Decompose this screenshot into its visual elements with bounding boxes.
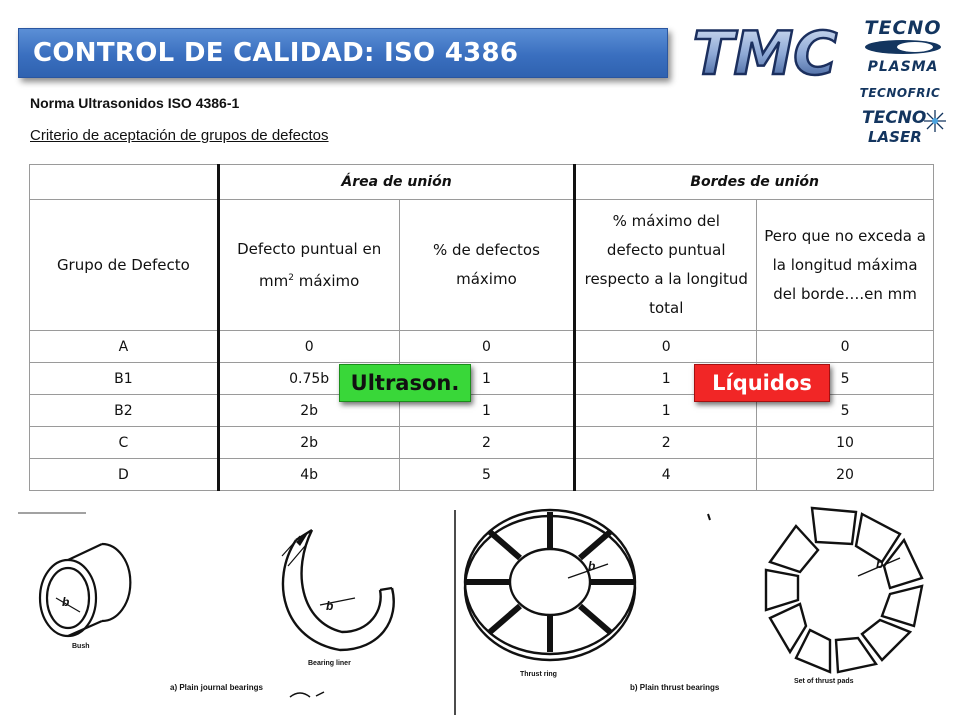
plasma-swoosh-icon <box>860 38 946 56</box>
cell-pct-max: 1 <box>575 395 757 427</box>
cell-pct-def: 0 <box>399 331 575 363</box>
criterion-heading: Criterio de aceptación de grupos de defectos <box>30 127 329 144</box>
ring-dim-b: b <box>588 559 596 573</box>
bearing-liner-drawing <box>282 530 394 650</box>
area-union-header: Área de unión <box>218 165 575 200</box>
thrust-pads-drawing <box>766 508 922 672</box>
col-header-group: Grupo de Defecto <box>30 200 219 331</box>
thrust-ring-label: Thrust ring <box>520 671 557 678</box>
bush-dim-b: b <box>62 595 70 609</box>
tecno-plasma-line1: TECNO <box>864 17 942 39</box>
thrust-ring-drawing <box>465 510 635 660</box>
cell-pct-max: 1 <box>575 363 757 395</box>
scan-artifact-a <box>290 692 324 697</box>
cell-group: A <box>30 331 219 363</box>
liner-dim-b: b <box>326 599 334 613</box>
tecno-laser-line1: TECNO <box>862 108 927 128</box>
cell-max-len: 10 <box>757 427 934 459</box>
cell-pct-max: 4 <box>575 459 757 491</box>
cell-max-len: 5 <box>757 395 934 427</box>
liner-label: Bearing liner <box>308 660 351 667</box>
caption-a: a) Plain journal bearings <box>170 683 263 692</box>
table-row <box>30 427 934 459</box>
cell-pct-def: 1 <box>399 395 575 427</box>
cell-defecto: 4b <box>218 459 399 491</box>
tecno-laser-logo <box>862 108 946 146</box>
ultrasonic-tag: Ultrason. <box>339 364 471 402</box>
cell-pct-def: 2 <box>399 427 575 459</box>
cell-pct-def: 1 <box>399 363 575 395</box>
speck <box>708 514 710 520</box>
cell-group: B2 <box>30 395 219 427</box>
cell-defecto: 2b <box>218 427 399 459</box>
tmc-logo-text: TMC <box>692 19 838 88</box>
title-bar <box>18 28 668 78</box>
cell-max-len: 0 <box>757 331 934 363</box>
page-title: CONTROL DE CALIDAD: ISO 4386 <box>33 38 519 68</box>
table-row <box>30 459 934 491</box>
thrust-pads-label: Set of thrust pads <box>794 678 854 685</box>
cell-max-len: 5 <box>757 363 934 395</box>
pads-dim-b: b <box>876 557 884 571</box>
cell-pct-max: 0 <box>575 331 757 363</box>
blank-header-cell <box>30 165 219 200</box>
table-row <box>30 331 934 363</box>
acceptance-table <box>29 164 934 491</box>
bush-drawing <box>40 544 130 636</box>
col-header-defecto-text: Defecto puntual en mm <box>237 239 382 290</box>
col-header-defecto <box>218 200 399 331</box>
tecno-plasma-line2: PLASMA <box>867 59 939 75</box>
tecno-laser-line2: LASER <box>868 128 922 146</box>
standard-subtitle: Norma Ultrasonidos ISO 4386-1 <box>30 95 240 111</box>
cell-group: B1 <box>30 363 219 395</box>
cell-pct-max: 2 <box>575 427 757 459</box>
bordes-union-header: Bordes de unión <box>575 165 934 200</box>
cell-pct-def: 5 <box>399 459 575 491</box>
liquids-tag: Líquidos <box>694 364 830 402</box>
col-header-defecto-text2: máximo <box>293 271 360 290</box>
col-header-pct-maximo: % máximo del defecto puntual respecto a la longitud total <box>575 200 757 331</box>
cell-defecto: 0 <box>218 331 399 363</box>
col-header-defecto-sup: 2 <box>288 272 294 283</box>
laser-star-icon <box>924 110 946 132</box>
cell-max-len: 20 <box>757 459 934 491</box>
bearing-drawings <box>0 500 960 720</box>
caption-b: b) Plain thrust bearings <box>630 683 720 692</box>
bush-label: Bush <box>72 643 90 650</box>
tmc-logo <box>686 18 844 88</box>
cell-defecto: 0.75b <box>218 363 399 395</box>
tecnofric-logo: TECNOFRIC <box>859 86 941 100</box>
tecno-plasma-logo <box>860 18 946 74</box>
cell-group: D <box>30 459 219 491</box>
col-header-longitud: Pero que no exceda a la longitud máxima del borde….en mm <box>757 200 934 331</box>
col-header-pct-defectos: % de defectos máximo <box>399 200 575 331</box>
cell-group: C <box>30 427 219 459</box>
cell-defecto: 2b <box>218 395 399 427</box>
